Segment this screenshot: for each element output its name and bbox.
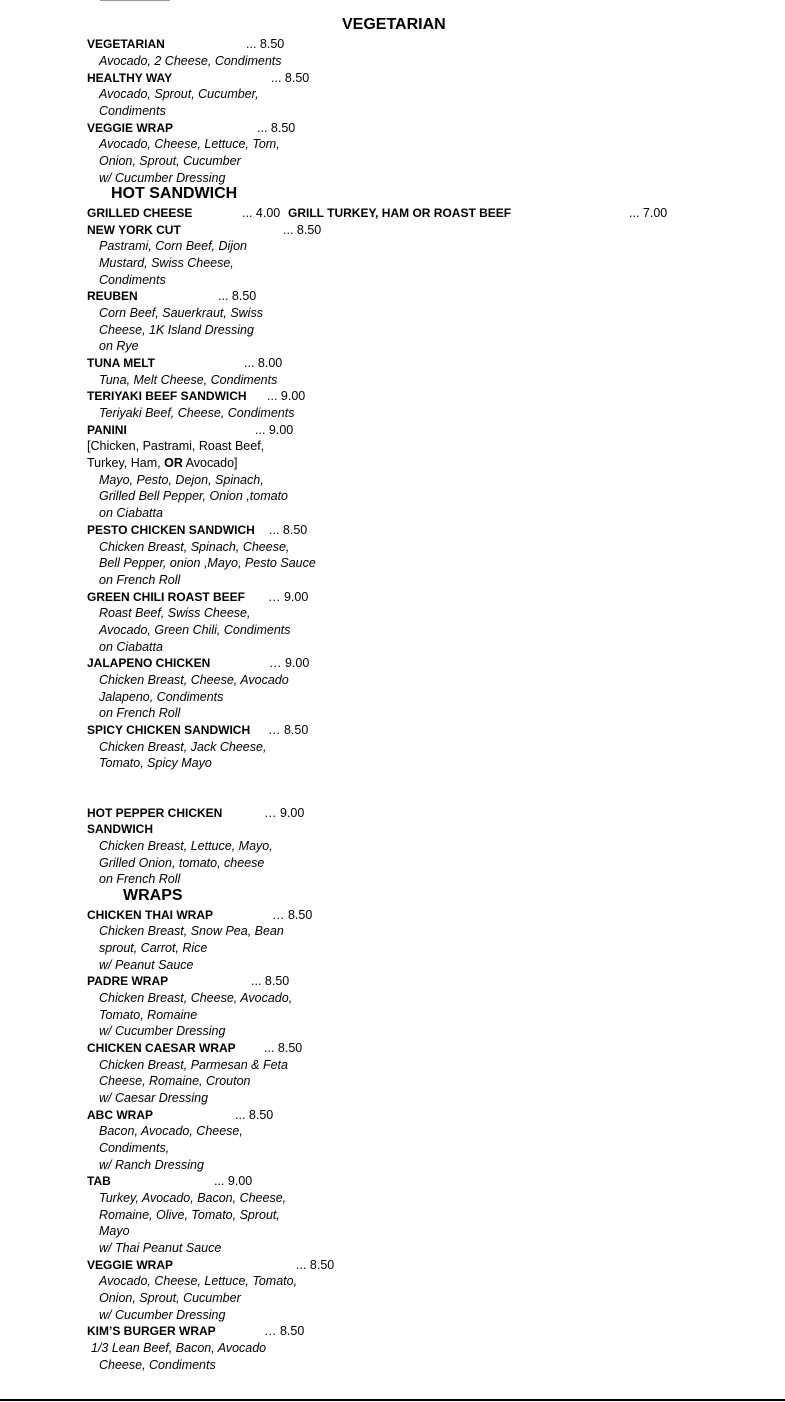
menu-item-desc: Condiments [99, 104, 166, 118]
menu-item-price: ... 4.00 [242, 206, 281, 220]
menu-item-name: GREEN CHILI ROAST BEEF [87, 590, 246, 604]
menu-item-price: ... 8.50 [264, 1041, 303, 1055]
menu-item-price: ... 9.00 [267, 389, 306, 403]
menu-item-desc: sprout, Carrot, Rice [99, 941, 208, 955]
menu-item-desc: Avocado, Green Chili, Condiments [99, 623, 291, 637]
menu-item-desc: Chicken Breast, Snow Pea, Bean [99, 924, 284, 938]
menu-item-desc: Chicken Breast, Jack Cheese, [99, 740, 267, 754]
menu-item-desc: Turkey, Avocado, Bacon, Cheese, [99, 1191, 287, 1205]
menu-item-name: VEGGIE WRAP [87, 1258, 174, 1272]
menu-item-name: HOT PEPPER CHICKEN [87, 806, 223, 820]
menu-item-desc: Onion, Sprout, Cucumber [99, 154, 241, 168]
menu-item-desc: Avocado, 2 Cheese, Condiments [99, 54, 282, 68]
section-heading-vegetarian: VEGETARIAN [342, 16, 446, 33]
menu-item-desc: Romaine, Olive, Tomato, Sprout, [99, 1208, 280, 1222]
menu-item-desc: Onion, Sprout, Cucumber [99, 1291, 241, 1305]
menu-item-desc: Cheese, 1K Island Dressing [99, 323, 254, 337]
menu-item-price: … 9.00 [264, 806, 305, 820]
menu-item-desc: w/ Peanut Sauce [99, 958, 194, 972]
menu-item-name: PESTO CHICKEN SANDWICH [87, 523, 255, 537]
section-heading-wraps: WRAPS [123, 887, 183, 904]
menu-item-name: GRILL TURKEY, HAM OR ROAST BEEF [288, 206, 512, 220]
options-text: Avocado] [182, 456, 238, 470]
menu-item-price: ... 9.00 [214, 1174, 253, 1188]
menu-item-desc: Condiments, [99, 1141, 170, 1155]
menu-item-name: ABC WRAP [87, 1108, 153, 1122]
menu-item-name: PANINI [87, 423, 127, 437]
menu-item-name: HEALTHY WAY [87, 71, 173, 85]
menu-item-desc: w/ Cucumber Dressing [99, 1308, 226, 1322]
menu-item-desc: w/ Cucumber Dressing [99, 1024, 226, 1038]
menu-item-desc: Chicken Breast, Lettuce, Mayo, [99, 839, 273, 853]
menu-item-desc: Tomato, Spicy Mayo [99, 756, 212, 770]
menu-item-name: TAB [87, 1174, 111, 1188]
menu-item-desc: w/ Thai Peanut Sauce [99, 1241, 222, 1255]
menu-item-desc: Bell Pepper, onion ,Mayo, Pesto Sauce [99, 556, 316, 570]
menu-item-price: … 9.00 [268, 590, 309, 604]
menu-item-desc: Corn Beef, Sauerkraut, Swiss [99, 306, 263, 320]
menu-item-name: VEGETARIAN [87, 37, 165, 51]
menu-item-name: JALAPENO CHICKEN [87, 656, 211, 670]
menu-item-desc: Mayo, Pesto, Dejon, Spinach, [99, 473, 264, 487]
menu-item-desc: on Ciabatta [99, 506, 163, 520]
menu-item-name: KIM’S BURGER WRAP [87, 1324, 216, 1338]
menu-item-desc: Mayo [99, 1224, 130, 1238]
menu-item-price: ... 8.00 [244, 356, 283, 370]
menu-item-desc: Chicken Breast, Spinach, Cheese, [99, 540, 290, 554]
menu-item-price: … 8.50 [268, 723, 309, 737]
menu-item-name: GRILLED CHEESE [87, 206, 193, 220]
menu-item-price: … 8.50 [272, 908, 313, 922]
menu-item-name: VEGGIE WRAP [87, 121, 174, 135]
menu-item-desc: Grilled Bell Pepper, Onion ,tomato [99, 489, 288, 503]
menu-item-price: ... 7.00 [629, 206, 668, 220]
menu-item-name: NEW YORK CUT [87, 223, 181, 237]
menu-item-options: [Chicken, Pastrami, Roast Beef, [87, 439, 265, 453]
menu-item-desc: Condiments [99, 273, 166, 287]
top-edge-mark [100, 0, 170, 1]
menu-item-name: SPICY CHICKEN SANDWICH [87, 723, 251, 737]
menu-item-desc: Roast Beef, Swiss Cheese, [99, 606, 251, 620]
menu-item-name: TUNA MELT [87, 356, 155, 370]
menu-item-name: PADRE WRAP [87, 974, 169, 988]
menu-item-desc: Pastrami, Corn Beef, Dijon [99, 239, 247, 253]
options-text: Turkey, Ham, [87, 456, 165, 470]
menu-item-desc: Tomato, Romaine [99, 1008, 198, 1022]
menu-item-price: ... 8.50 [218, 289, 257, 303]
menu-item-price: ... 9.00 [255, 423, 294, 437]
menu-item-name: SANDWICH [87, 822, 153, 836]
menu-item-price: ... 8.50 [251, 974, 290, 988]
options-or: OR [164, 456, 183, 470]
menu-item-desc: on Ciabatta [99, 640, 163, 654]
menu-item-name: CHICKEN CAESAR WRAP [87, 1041, 236, 1055]
menu-item-name: CHICKEN THAI WRAP [87, 908, 213, 922]
menu-item-desc: Chicken Breast, Cheese, Avocado, [99, 991, 293, 1005]
menu-item-desc: Jalapeno, Condiments [99, 690, 224, 704]
menu-item-desc: Avocado, Cheese, Lettuce, Tomato, [99, 1274, 298, 1288]
menu-item-desc: Cheese, Condiments [99, 1358, 216, 1372]
menu-item-desc: w/ Cucumber Dressing [99, 171, 226, 185]
menu-item-desc: Grilled Onion, tomato, cheese [99, 856, 265, 870]
menu-item-desc: Cheese, Romaine, Crouton [99, 1074, 251, 1088]
menu-item-price: ... 8.50 [235, 1108, 274, 1122]
menu-item-price: ... 8.50 [269, 523, 308, 537]
menu-item-price: ... 8.50 [283, 223, 322, 237]
menu-item-price: ... 8.50 [296, 1258, 335, 1272]
menu-item-price: ... 8.50 [246, 37, 285, 51]
menu-item-desc: w/ Ranch Dressing [99, 1158, 204, 1172]
menu-item-desc: on French Roll [99, 573, 181, 587]
menu-item-name: TERIYAKI BEEF SANDWICH [87, 389, 247, 403]
menu-item-price: ... 8.50 [271, 71, 310, 85]
menu-item-desc: Avocado, Cheese, Lettuce, Tom, [99, 137, 280, 151]
page-bottom-rule [0, 1399, 785, 1401]
menu-item-desc: Avocado, Sprout, Cucumber, [99, 87, 259, 101]
menu-item-desc: 1/3 Lean Beef, Bacon, Avocado [91, 1341, 267, 1355]
menu-item-price: … 8.50 [264, 1324, 305, 1338]
menu-item-price: … 9.00 [269, 656, 310, 670]
menu-item-desc: Chicken Breast, Cheese, Avocado [99, 673, 289, 687]
menu-item-desc: Mustard, Swiss Cheese, [99, 256, 234, 270]
menu-item-desc: w/ Caesar Dressing [99, 1091, 209, 1105]
menu-item-desc: Chicken Breast, Parmesan & Feta [99, 1058, 288, 1072]
menu-item-name: REUBEN [87, 289, 138, 303]
menu-item-desc: Bacon, Avocado, Cheese, [99, 1124, 243, 1138]
menu-item-desc: Tuna, Melt Cheese, Condiments [99, 373, 278, 387]
menu-item-options [87, 455, 238, 471]
section-heading-hot-sandwich: HOT SANDWICH [111, 185, 238, 202]
menu-item-desc: Teriyaki Beef, Cheese, Condiments [99, 406, 295, 420]
menu-item-desc: on Rye [99, 339, 139, 353]
menu-item-price: ... 8.50 [257, 121, 296, 135]
menu-item-desc: on French Roll [99, 706, 181, 720]
menu-item-desc: on French Roll [99, 872, 181, 886]
